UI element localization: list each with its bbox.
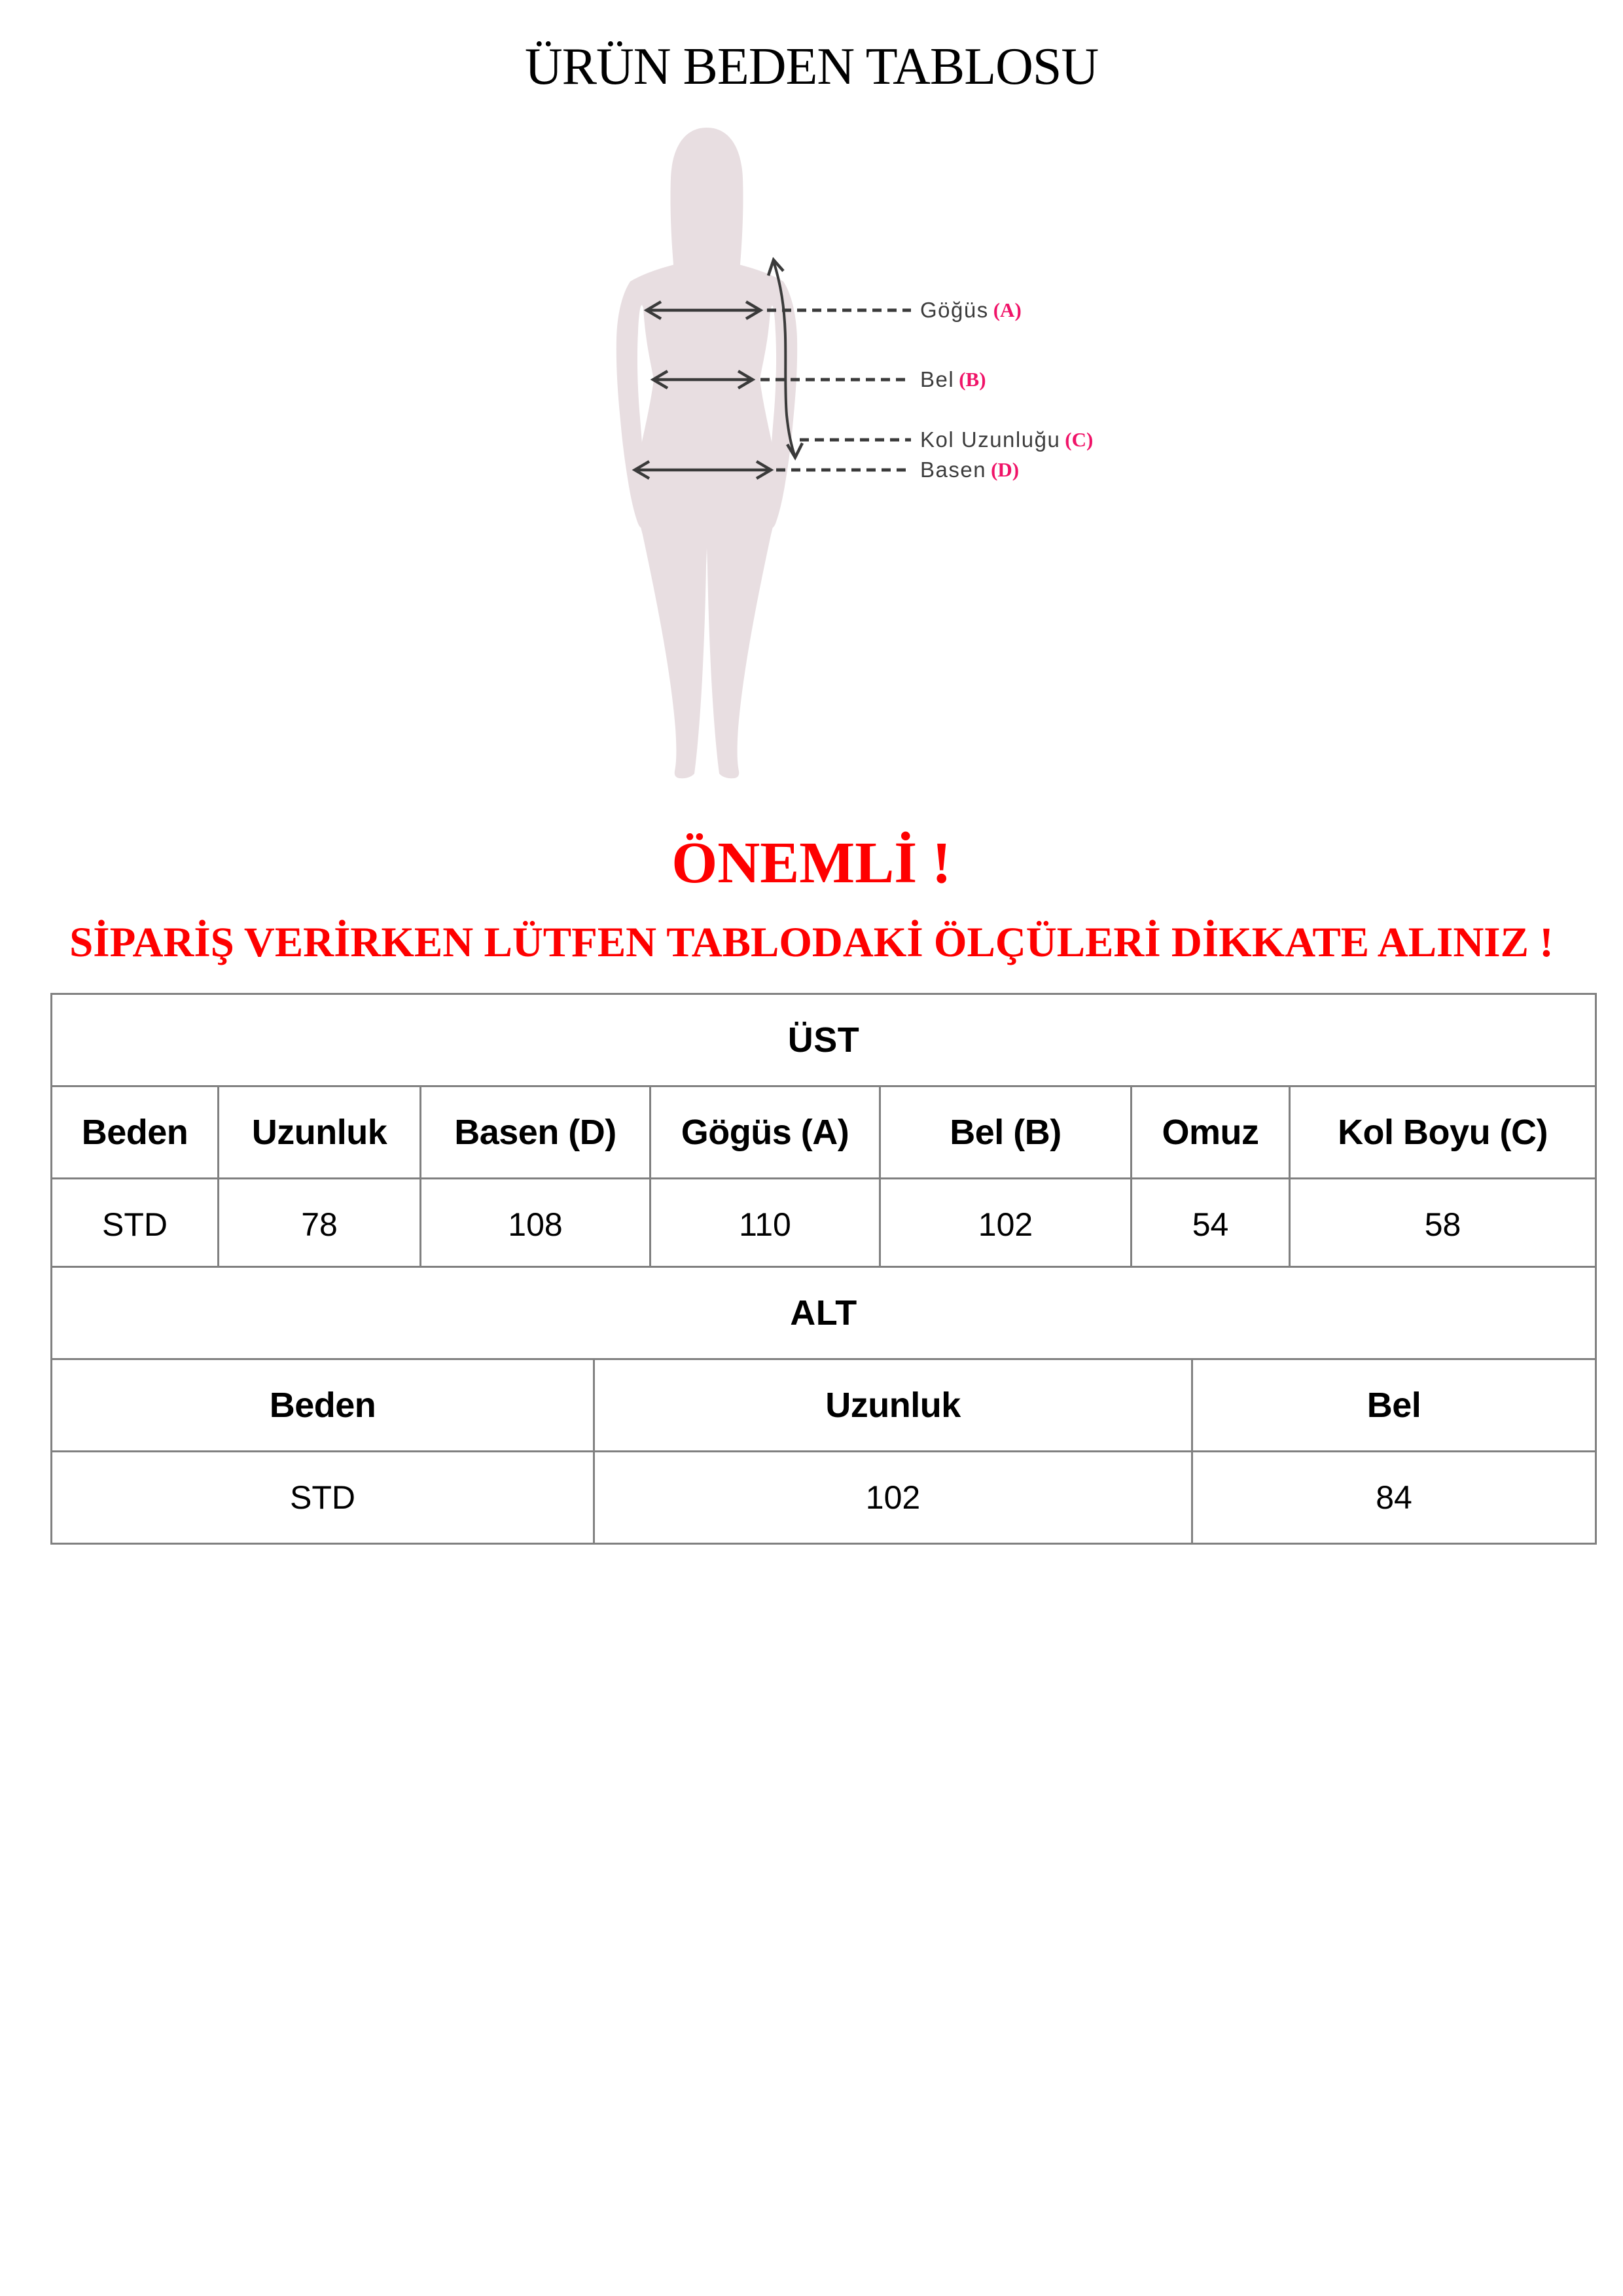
page-title: ÜRÜN BEDEN TABLOSU [524,38,1099,96]
column-header-omuz: Omuz [1132,1086,1290,1179]
size-table-alt [50,1266,1597,1545]
column-header-alt-uzunluk: Uzunluk [594,1359,1192,1452]
measure-label-arm-length [920,425,1093,454]
value-uzunluk: 78 [219,1179,421,1271]
value-omuz: 54 [1132,1179,1290,1271]
column-header-basen: Basen (D) [421,1086,651,1179]
value-kol-boyu: 58 [1290,1179,1596,1271]
silhouette-right-arm [768,281,797,528]
column-header-uzunluk: Uzunluk [219,1086,421,1179]
measure-label-chest-letter: (A) [993,298,1022,321]
table-row-headers-ust [52,1086,1596,1179]
size-table-ust [50,993,1597,1272]
measure-label-hip [920,456,1019,484]
measure-label-chest [920,296,1022,325]
measure-label-arm-length-letter: (C) [1065,428,1094,451]
measure-label-waist-letter: (B) [959,368,986,391]
column-header-alt-beden: Beden [52,1359,594,1452]
section-header-ust: ÜST [52,994,1596,1086]
value-basen: 108 [421,1179,651,1271]
value-alt-bel: 84 [1192,1452,1596,1544]
column-header-bel: Bel (B) [880,1086,1132,1179]
measure-label-hip-text: Basen [920,457,987,482]
warning-text: SİPARİŞ VERİRKEN LÜTFEN TABLODAKİ ÖLÇÜLERİ DİKKATE ALINIZ ! [69,919,1554,966]
table-row-section-ust [52,994,1596,1086]
table-row-headers-alt [52,1359,1596,1452]
value-alt-beden: STD [52,1452,594,1544]
body-silhouette [616,128,797,778]
measure-label-waist-text: Bel [920,367,955,391]
measure-label-waist [920,365,986,394]
value-gogus: 110 [651,1179,880,1271]
important-heading: ÖNEMLİ ! [671,831,952,895]
value-alt-uzunluk: 102 [594,1452,1192,1544]
value-beden: STD [52,1179,219,1271]
section-header-alt: ALT [52,1267,1596,1359]
table-row-section-alt [52,1267,1596,1359]
measurement-figure [563,121,929,795]
table-row-values-ust [52,1179,1596,1271]
value-bel: 102 [880,1179,1132,1271]
table-row-values-alt [52,1452,1596,1544]
measure-label-hip-letter: (D) [991,458,1020,481]
column-header-gogus: Gögüs (A) [651,1086,880,1179]
column-header-alt-bel: Bel [1192,1359,1596,1452]
silhouette-left-arm [616,281,645,528]
measure-label-arm-length-text: Kol Uzunluğu [920,427,1061,452]
measure-label-chest-text: Göğüs [920,298,989,322]
column-header-kol-boyu: Kol Boyu (C) [1290,1086,1596,1179]
column-header-beden: Beden [52,1086,219,1179]
